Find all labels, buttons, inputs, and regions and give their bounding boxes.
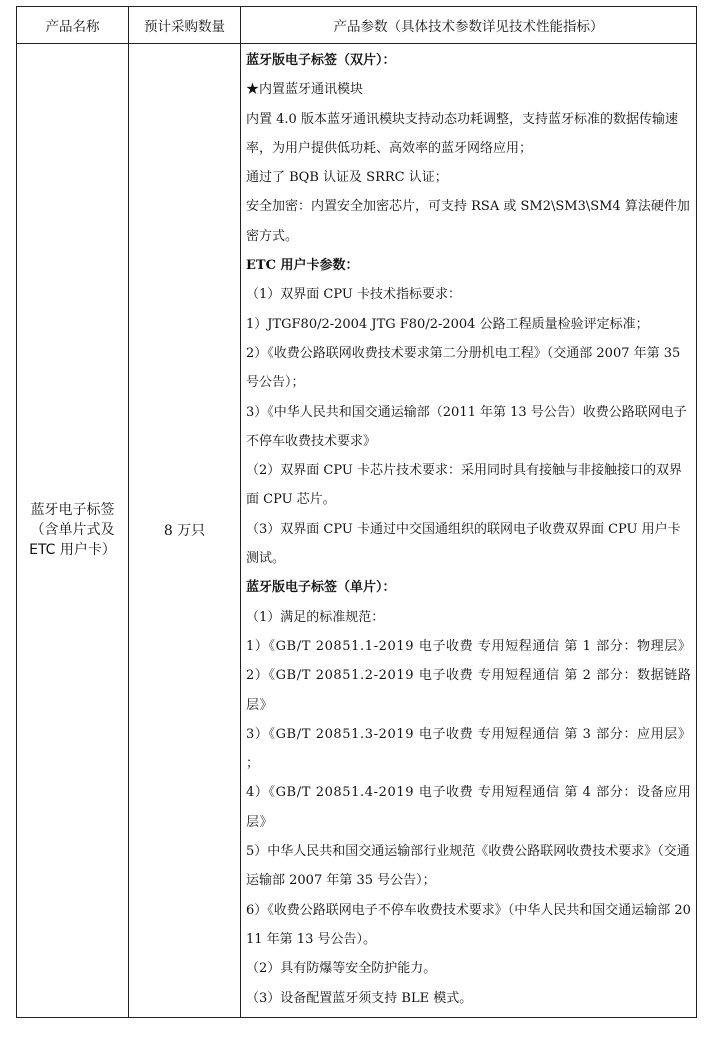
param-line: （1）满足的标准规范： — [246, 609, 385, 625]
param-line: 3）《GB/T 20851.3-2019 电子收费 专用短程通信 第 3 部分：应用层》 ； — [246, 726, 692, 772]
param-line: 5）中华人民共和国交通运输部行业规范《收费公路联网收费技术要求》（交通运输部 2007 年第 35 号公告）； — [246, 844, 690, 889]
param-line: （3）双界面 CPU 卡通过中交国通组织的联网电子收费双界面 CPU 用户卡测试。 — [246, 521, 681, 567]
param-line: 1）JTGF80/2-2004 JTG F80/2-2004 公路工程质量检验评定标准； — [246, 316, 649, 332]
param-line: 安全加密：内置安全加密芯片，可支持 RSA 或 SM2\SM3\SM4 算法硬件加密方式。 — [246, 199, 690, 244]
param-section-heading: ETC 用户卡参数： — [246, 258, 359, 274]
param-line: 1）《GB/T 20851.1-2019 电子收费 专用短程通信 第 1 部分：物理层》 — [246, 638, 692, 654]
product-name-line: ETC 用户卡） — [29, 542, 116, 559]
header-product-params: 产品参数（具体技术参数详见技术性能指标） — [241, 7, 697, 44]
param-line: 2）《GB/T 20851.2-2019 电子收费 专用短程通信 第 2 部分：数据链路层》 — [246, 668, 692, 713]
product-name-line: 蓝牙电子标签 — [30, 502, 115, 519]
param-line: （3）设备配置蓝牙须支持 BLE 模式。 — [246, 990, 473, 1006]
param-line: 4）《GB/T 20851.4-2019 电子收费 专用短程通信 第 4 部分：设备应用层》 — [246, 785, 692, 830]
param-line: 6）《收费公路联网电子不停车收费技术要求》（中华人民共和国交通运输部 2011 年第 13 号公告）。 — [246, 902, 691, 947]
header-row — [17, 7, 697, 44]
param-section-heading: 蓝牙版电子标签（双片）： — [246, 53, 396, 68]
product-name-cell — [17, 44, 129, 1018]
table-row — [17, 44, 697, 1018]
param-line: 通过了 BQB 认证及 SRRC 认证； — [246, 170, 448, 186]
param-line: （2）具有防爆等安全防护能力。 — [246, 961, 437, 977]
param-line: （2）双界面 CPU 卡芯片技术要求：采用同时具有接触与非接触接口的双界面 CPU 芯片。 — [246, 463, 682, 508]
header-quantity: 预计采购数量 — [129, 7, 241, 44]
param-line: 内置 4.0 版本蓝牙通讯模块支持动态功耗调整，支持蓝牙标准的数据传输速率，为用户提供低功耗、高效率的蓝牙网络应用； — [246, 111, 678, 156]
procurement-spec-table — [16, 6, 697, 1018]
quantity-cell: 8 万只 — [129, 44, 241, 1018]
product-params-cell — [241, 44, 697, 1018]
header-product-name: 产品名称 — [17, 7, 129, 44]
param-line: ★内置蓝牙通讯模块 — [246, 82, 364, 98]
param-line: 2）《收费公路联网收费技术要求第二分册机电工程》（交通部 2007 年第 35 号公告）； — [246, 345, 681, 391]
param-line: 3）《中华人民共和国交通运输部（2011 年第 13 号公告）收费公路联网电子不停车收费技术要求》 — [246, 404, 687, 449]
param-section-heading: 蓝牙版电子标签（单片）： — [246, 580, 396, 596]
product-name-line: （含单片式及 — [30, 522, 115, 539]
param-line: （1）双界面 CPU 卡技术指标要求： — [246, 287, 461, 303]
